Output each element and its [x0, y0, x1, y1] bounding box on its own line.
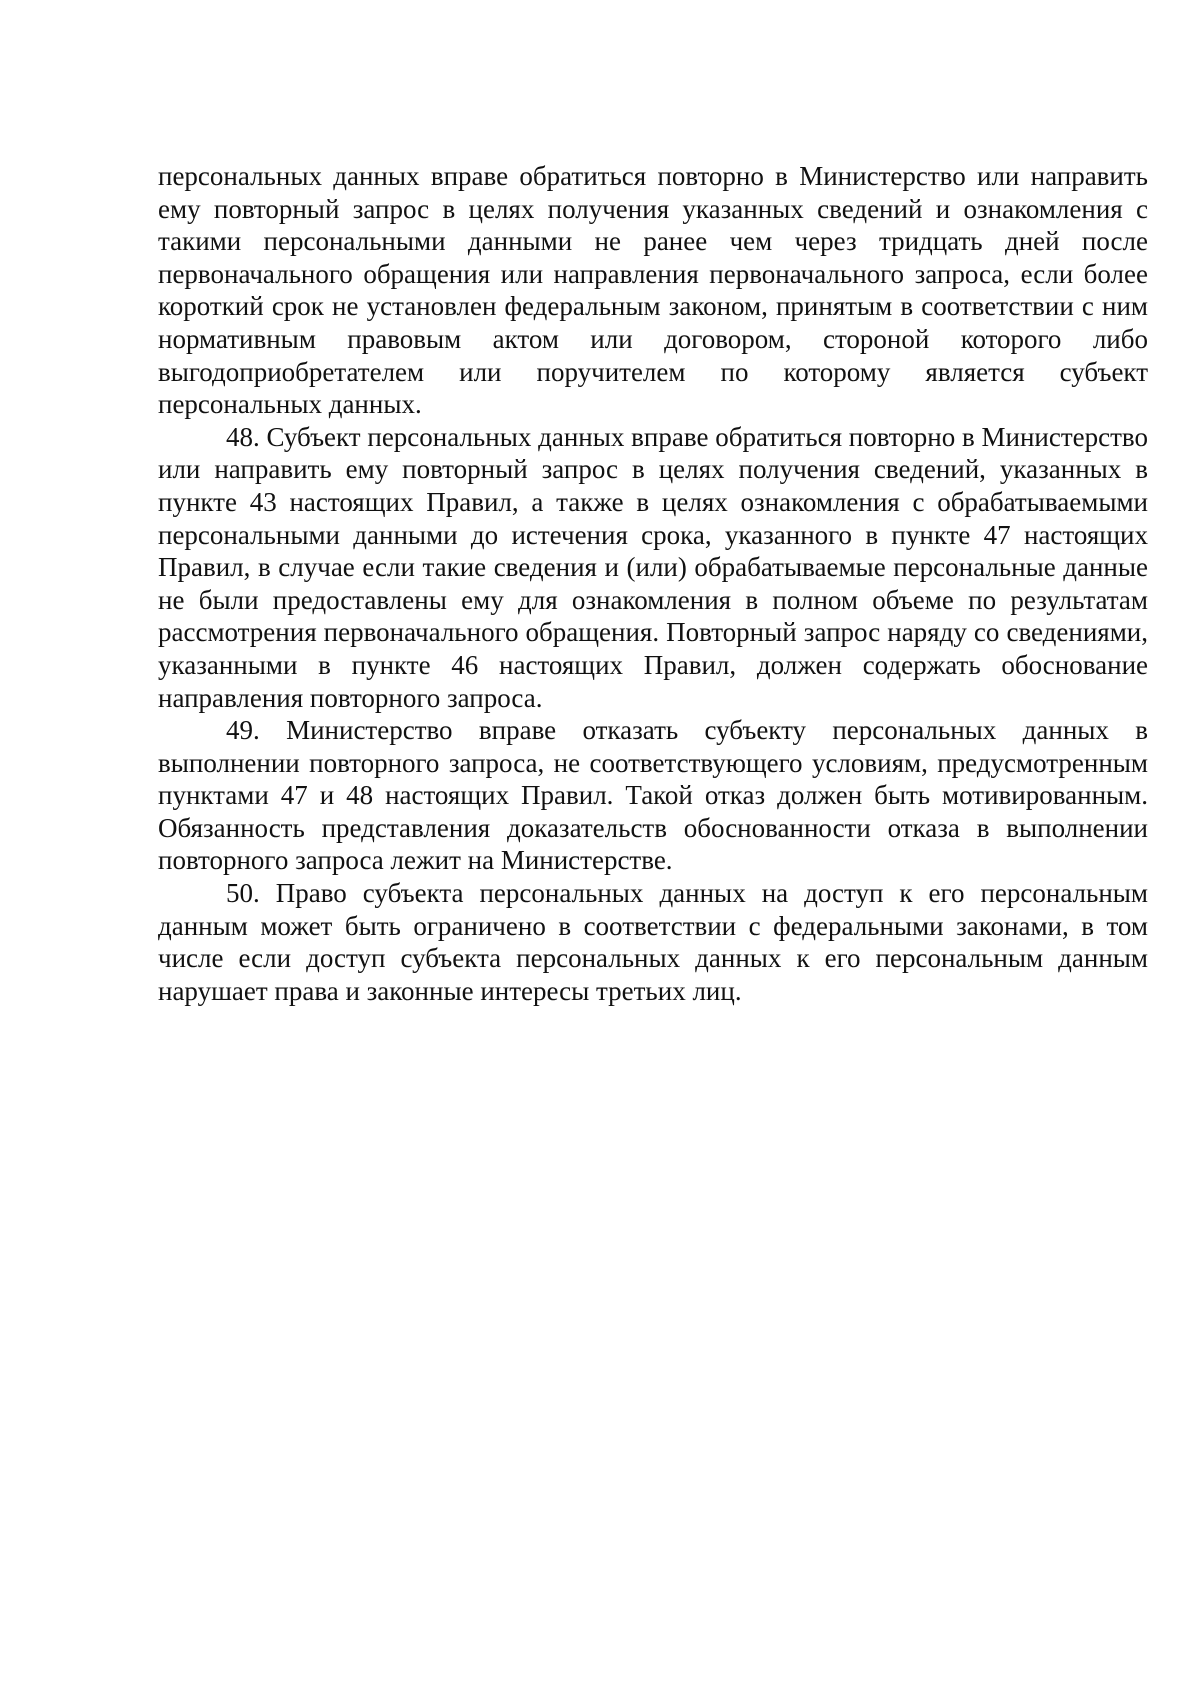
- document-body: [158, 160, 1148, 1007]
- paragraph-50: 50. Право субъекта персональных данных на доступ к его персональным данным может быть ограничено в соответствии с федеральными законами, в том числе если доступ субъекта персональных данных к его персональным данным нарушает права и законные интересы третьих лиц.: [158, 878, 1148, 1006]
- paragraph-continuation: персональных данных вправе обратиться повторно в Министерство или направить ему повторный запрос в целях получения указанных сведений и ознакомления с такими персональными данными не ранее чем через тридцать дней после первоначального обращения или направления первоначального запроса, если более короткий срок не установлен федеральным законом, принятым в соответствии с ним нормативным правовым актом или договором, стороной которого либо выгодоприобретателем или поручителем по которому является субъект персональных данных.: [158, 161, 1148, 420]
- paragraph-48: 48. Субъект персональных данных вправе обратиться повторно в Министерство или направить ему повторный запрос в целях получения сведений, указанных в пункте 43 настоящих Правил, а также в целях ознакомления с обрабатываемыми персональными данными до истечения срока, указанного в пункте 47 настоящих Правил, в случае если такие сведения и (или) обрабатываемые персональные данные не были предоставлены ему для ознакомления в полном объеме по результатам рассмотрения первоначального обращения. Повторный запрос наряду со сведениями, указанными в пункте 46 настоящих Правил, должен содержать обоснование направления повторного запроса.: [158, 421, 1148, 713]
- paragraph-49: 49. Министерство вправе отказать субъекту персональных данных в выполнении повторного запроса, не соответствующего условиям, предусмотренным пунктами 47 и 48 настоящих Правил. Такой отказ должен быть мотивированным. Обязанность представления доказательств обоснованности отказа в выполнении повторного запроса лежит на Министерстве.: [158, 715, 1148, 876]
